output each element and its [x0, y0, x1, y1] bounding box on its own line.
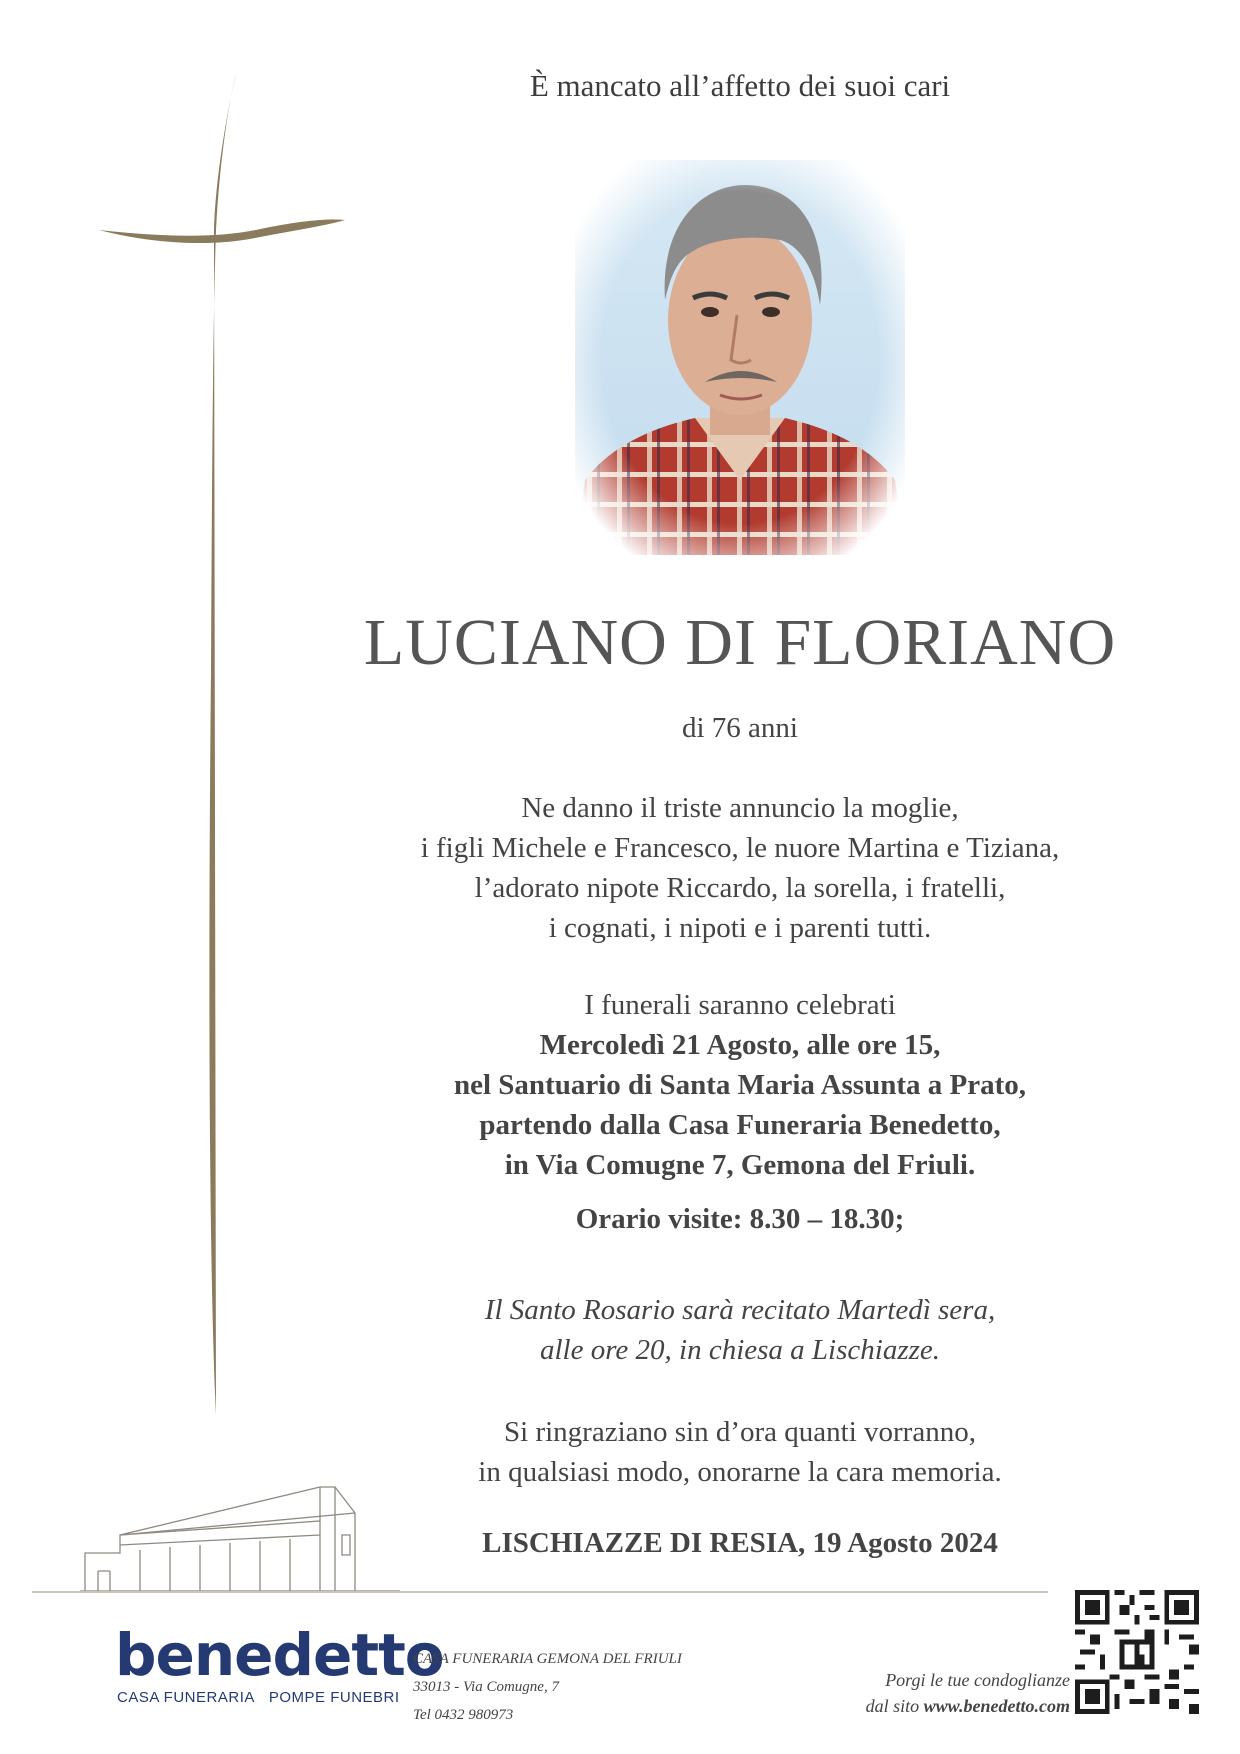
- logo-subtitle-item: CASA FUNERARIA: [117, 1689, 255, 1706]
- address-line: Tel 0432 980973: [413, 1707, 514, 1723]
- funeral-detail-line: nel Santuario di Santa Maria Assunta a Prato,: [454, 1069, 1026, 1101]
- thanks-line: Si ringraziano sin d’ora quanti vorranno,: [504, 1416, 976, 1448]
- funeral-intro: I funerali saranno celebrati: [584, 989, 896, 1021]
- address-line: CASA FUNERARIA GEMONA DEL FRIULI: [413, 1651, 682, 1667]
- condolences-line: Porgi le tue condoglianze: [885, 1670, 1070, 1690]
- condolences-note: [770, 1667, 1070, 1719]
- thanks-paragraph: [340, 1412, 1140, 1492]
- condolences-prefix: dal sito: [865, 1696, 924, 1716]
- announcement-paragraph: [340, 788, 1140, 948]
- condolences-line: [770, 1693, 1070, 1719]
- thanks-line: in qualsiasi modo, onorarne la cara memoria.: [478, 1456, 1002, 1488]
- funeral-detail-line: partendo dalla Casa Funeraria Benedetto,: [479, 1109, 1001, 1141]
- announcement-line: i cognati, i nipoti e i parenti tutti.: [548, 912, 932, 944]
- announcement-line: i figli Michele e Francesco, le nuore Martina e Tiziana,: [420, 832, 1060, 864]
- address-line: 33013 - Via Comugne, 7: [413, 1679, 559, 1695]
- funeral-detail-line: in Via Comugne 7, Gemona del Friuli.: [504, 1149, 976, 1181]
- benedetto-logo: benedetto: [115, 1621, 444, 1689]
- age-text: di 76 anni: [682, 712, 798, 744]
- funeral-home-address: [413, 1645, 682, 1729]
- rosary-line: alle ore 20, in chiesa a Lischiazze.: [539, 1334, 941, 1366]
- funeral-paragraph: [340, 985, 1140, 1185]
- deceased-name: LUCIANO DI FLORIANO: [363, 606, 1117, 679]
- announcement-line: l’adorato nipote Riccardo, la sorella, i fratelli,: [474, 872, 1006, 904]
- cross-icon: [95, 70, 355, 1420]
- logo-subtitle-item: POMPE FUNEBRI: [268, 1689, 400, 1706]
- rosary-line: Il Santo Rosario sarà recitato Martedì sera,: [484, 1294, 996, 1326]
- logo-subtitle: [117, 1689, 400, 1706]
- building-icon: [80, 1475, 400, 1595]
- intro-text: È mancato all’affetto dei suoi cari: [529, 68, 951, 103]
- announcement-line: Ne danno il triste annuncio la moglie,: [521, 792, 959, 824]
- rosary-paragraph: [340, 1290, 1140, 1370]
- condolences-site-link[interactable]: www.benedetto.com: [923, 1696, 1070, 1716]
- funeral-detail-line: Mercoledì 21 Agosto, alle ore 15,: [539, 1029, 941, 1061]
- qr-code-icon[interactable]: [1075, 1590, 1199, 1714]
- visiting-hours: Orario visite: 8.30 – 18.30;: [575, 1203, 905, 1235]
- portrait-photo: [575, 160, 905, 555]
- place-date: LISCHIAZZE DI RESIA, 19 Agosto 2024: [482, 1527, 998, 1559]
- footer-divider: [32, 1591, 1048, 1593]
